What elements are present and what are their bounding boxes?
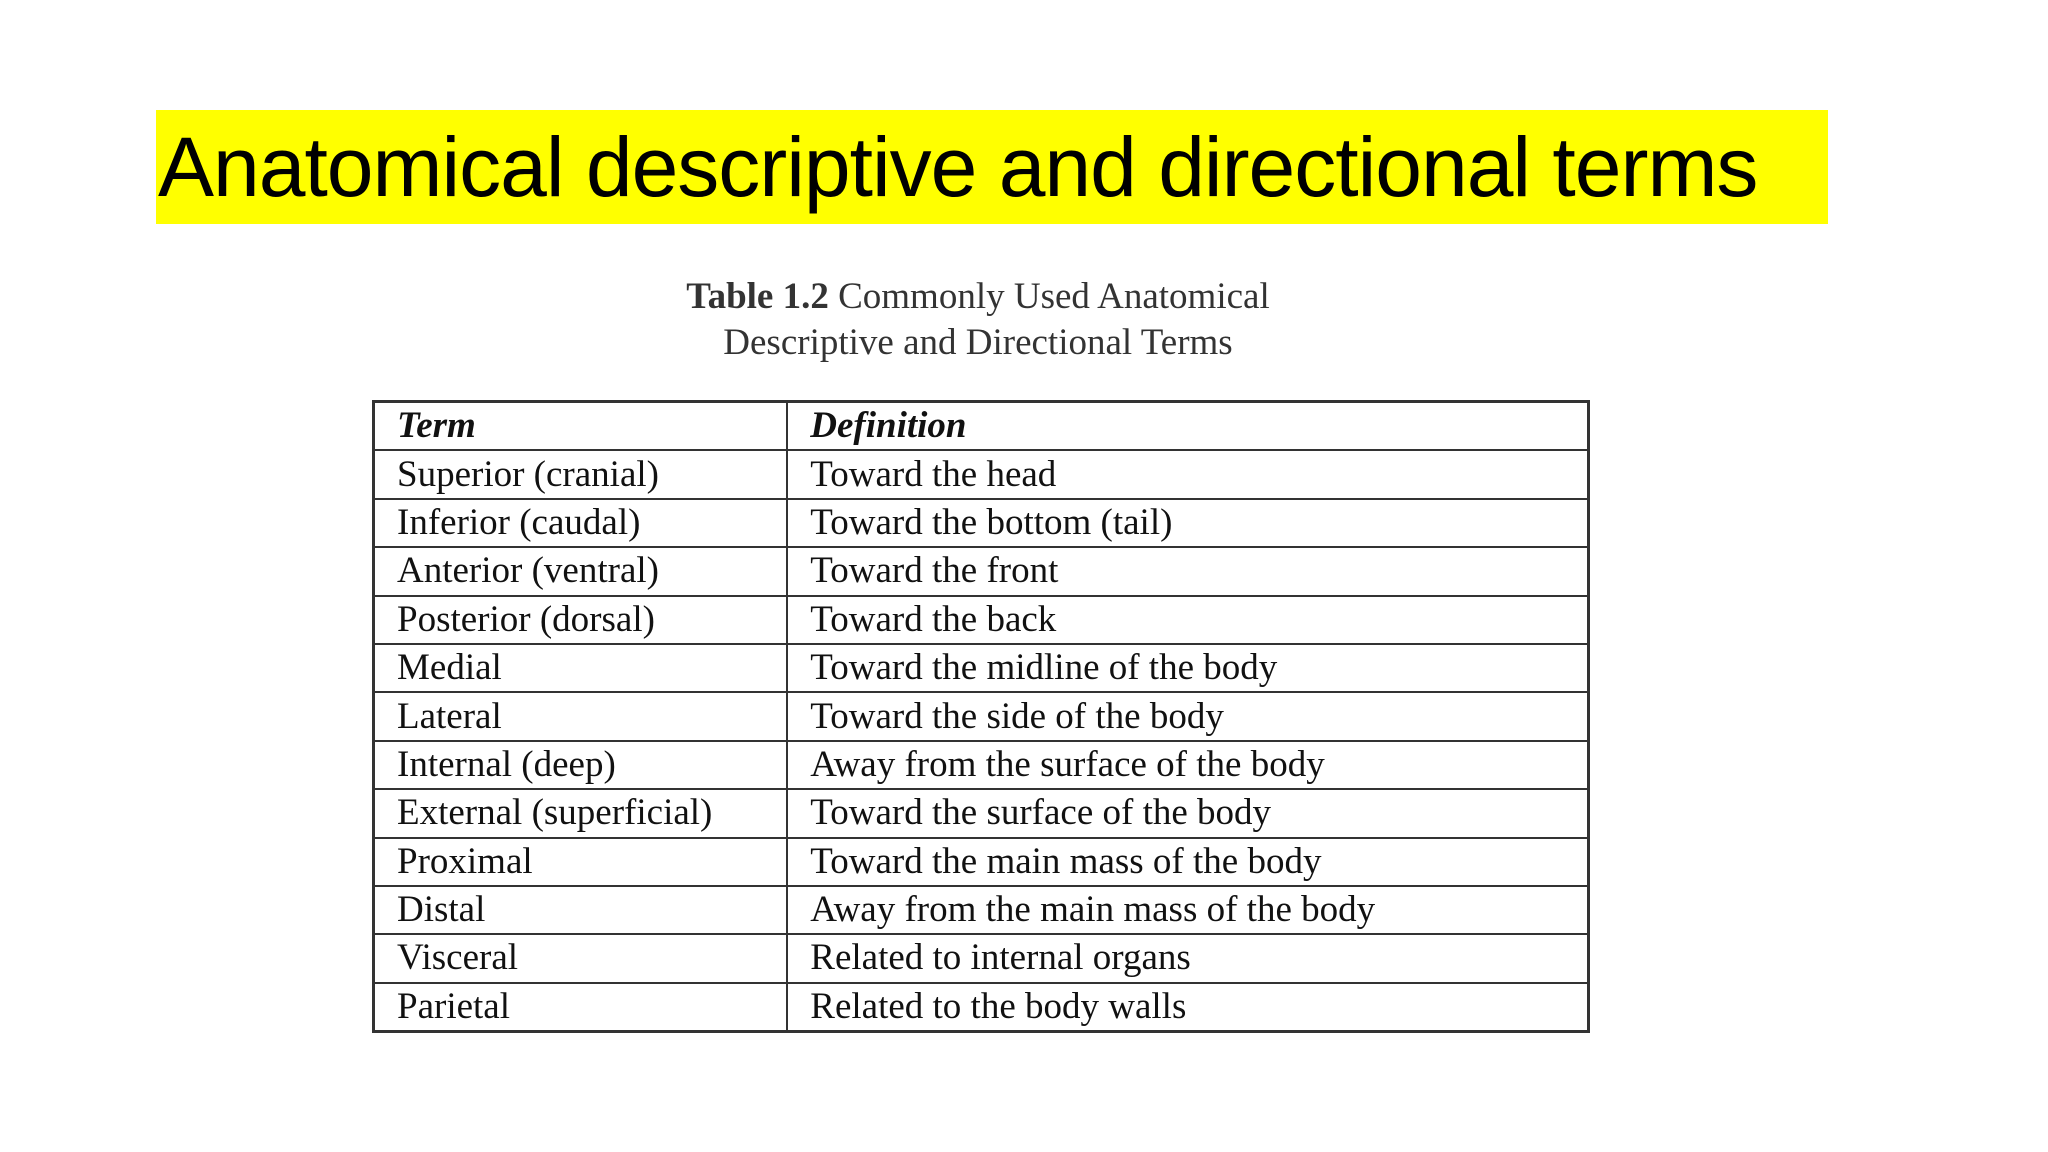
- definition-cell: Toward the side of the body: [787, 692, 1588, 740]
- header-definition: Definition: [787, 402, 1588, 451]
- definition-cell: Toward the surface of the body: [787, 789, 1588, 837]
- table-row: [374, 547, 1589, 595]
- term-cell: Superior (cranial): [374, 450, 788, 498]
- table-row: [374, 934, 1589, 982]
- header-term: Term: [374, 402, 788, 451]
- definition-cell: Toward the midline of the body: [787, 644, 1588, 692]
- terms-table: [372, 400, 1590, 1033]
- table-caption-title-start: Commonly Used Anatomical: [828, 276, 1270, 317]
- term-cell: Parietal: [374, 983, 788, 1032]
- definition-cell: Toward the head: [787, 450, 1588, 498]
- table-caption-line-1: [372, 274, 1584, 320]
- table-row: [374, 644, 1589, 692]
- term-cell: Visceral: [374, 934, 788, 982]
- table-body: [374, 450, 1589, 1031]
- table-row: [374, 596, 1589, 644]
- table-row: [374, 450, 1589, 498]
- table-row: [374, 886, 1589, 934]
- definition-cell: Toward the bottom (tail): [787, 499, 1588, 547]
- term-cell: Proximal: [374, 838, 788, 886]
- table-row: [374, 789, 1589, 837]
- slide-title: Anatomical descriptive and directional terms: [156, 110, 1828, 224]
- table-row: [374, 838, 1589, 886]
- term-cell: Posterior (dorsal): [374, 596, 788, 644]
- term-cell: Medial: [374, 644, 788, 692]
- term-cell: Lateral: [374, 692, 788, 740]
- table-header-row: [374, 402, 1589, 451]
- definition-cell: Toward the main mass of the body: [787, 838, 1588, 886]
- table-row: [374, 741, 1589, 789]
- table-row: [374, 499, 1589, 547]
- table-row: [374, 983, 1589, 1032]
- definition-cell: Away from the main mass of the body: [787, 886, 1588, 934]
- table-caption-line-2: Descriptive and Directional Terms: [723, 322, 1233, 363]
- table-caption-label: Table 1.2: [686, 276, 829, 317]
- term-cell: Internal (deep): [374, 741, 788, 789]
- term-cell: Anterior (ventral): [374, 547, 788, 595]
- term-cell: External (superficial): [374, 789, 788, 837]
- definition-cell: Related to the body walls: [787, 983, 1588, 1032]
- definition-cell: Related to internal organs: [787, 934, 1588, 982]
- definition-cell: Toward the back: [787, 596, 1588, 644]
- term-cell: Distal: [374, 886, 788, 934]
- table-caption: [372, 274, 1584, 366]
- table-row: [374, 692, 1589, 740]
- definition-cell: Toward the front: [787, 547, 1588, 595]
- term-cell: Inferior (caudal): [374, 499, 788, 547]
- definition-cell: Away from the surface of the body: [787, 741, 1588, 789]
